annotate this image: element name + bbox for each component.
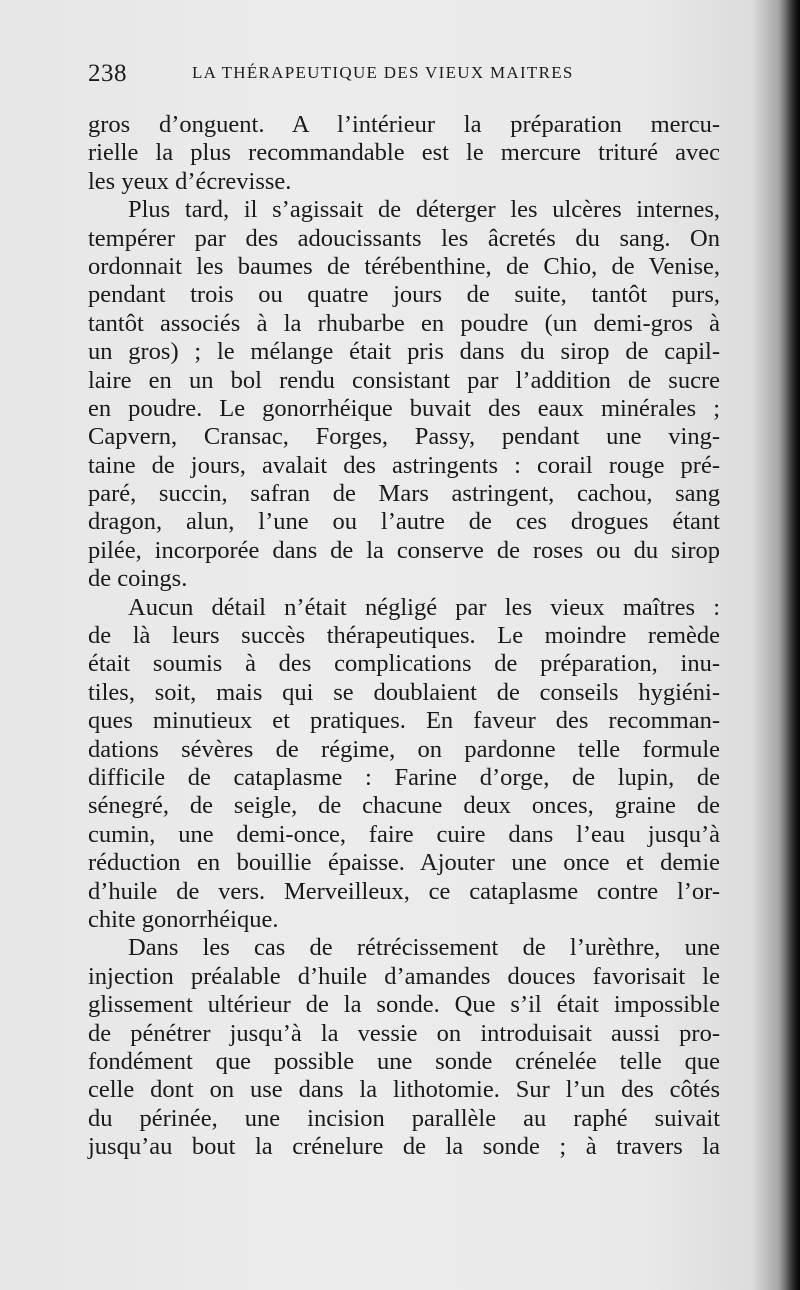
text-line: réduction en bouillie épaisse. Ajouter une once et demie (88, 849, 720, 877)
text-line: glissement ultérieur de la sonde. Que s’il était impossible (88, 991, 720, 1019)
text-line: gros d’onguent. A l’intérieur la préparation mercu- (88, 111, 720, 138)
text-line: Plus tard, il s’agissait de déterger les ulcères internes, (128, 196, 720, 224)
text-line: les yeux d’écrevisse. (88, 167, 292, 195)
running-title: LA THÉRAPEUTIQUE DES VIEUX MAITRES (192, 63, 574, 82)
text-line: Aucun détail n’était négligé par les vieux maîtres : (128, 593, 720, 621)
running-head (88, 60, 728, 88)
text-line: fondément que possible une sonde crénelée telle que (88, 1047, 720, 1075)
text-line: d’huile de vers. Merveilleux, ce cataplasme contre l’or- (88, 877, 720, 905)
text-line: pendant trois ou quatre jours de suite, tantôt purs, (88, 281, 720, 309)
text-line: cumin, une demi-once, faire cuire dans l’eau jusqu’à (88, 820, 720, 848)
text-line: Dans les cas de rétrécissement de l’urèthre, une (128, 934, 720, 962)
text-line: du périnée, une incision parallèle au raphé suivait (88, 1104, 720, 1132)
text-line: difficile de cataplasme : Farine d’orge, de lupin, de (88, 763, 720, 791)
text-line: ques minutieux et pratiques. En faveur des recomman- (88, 707, 720, 735)
text-line: dations sévères de régime, on pardonne telle formule (88, 735, 720, 763)
text-line: en poudre. Le gonorrhéique buvait des eaux minérales ; (88, 394, 720, 422)
text-line: était soumis à des complications de préparation, inu- (88, 650, 720, 678)
text-line: celle dont on use dans la lithotomie. Sur l’un des côtés (88, 1076, 720, 1104)
text-line: sénegré, de seigle, de chacune deux onces, graine de (88, 792, 720, 820)
text-line: tantôt associés à la rhubarbe en poudre (un demi-gros à (88, 309, 720, 337)
text-line: de pénétrer jusqu’à la vessie on introduisait aussi pro- (88, 1019, 720, 1047)
text-line: de là leurs succès thérapeutiques. Le moindre remède (88, 622, 720, 650)
body-text (88, 111, 720, 1161)
page-edge-shadow (778, 0, 800, 1290)
text-line: ordonnait les baumes de térébenthine, de Chio, de Venise, (88, 252, 720, 280)
text-line: de coings. (88, 565, 188, 593)
text-line: chite gonorrhéique. (88, 905, 279, 933)
text-line: dragon, alun, l’une ou l’autre de ces drogues étant (88, 508, 720, 536)
text-line: paré, succin, safran de Mars astringent, cachou, sang (88, 480, 720, 508)
text-line: pilée, incorporée dans de la conserve de roses ou du sirop (88, 536, 720, 564)
text-line: un gros) ; le mélange était pris dans du sirop de capil- (88, 338, 720, 366)
text-line: rielle la plus recommandable est le mercure trituré avec (88, 139, 720, 167)
text-line: injection préalable d’huile d’amandes douces favorisait le (88, 962, 720, 990)
text-line: laire en un bol rendu consistant par l’addition de sucre (88, 366, 720, 394)
text-line: jusqu’au bout la crénelure de la sonde ; à travers la (88, 1133, 720, 1161)
page-number: 238 (88, 60, 127, 87)
text-line: taine de jours, avalait des astringents : corail rouge pré- (88, 451, 720, 479)
text-line: tiles, soit, mais qui se doublaient de conseils hygiéni- (88, 678, 720, 706)
text-line: tempérer par des adoucissants les âcretés du sang. On (88, 224, 720, 252)
text-line: Capvern, Cransac, Forges, Passy, pendant une ving- (88, 423, 720, 451)
